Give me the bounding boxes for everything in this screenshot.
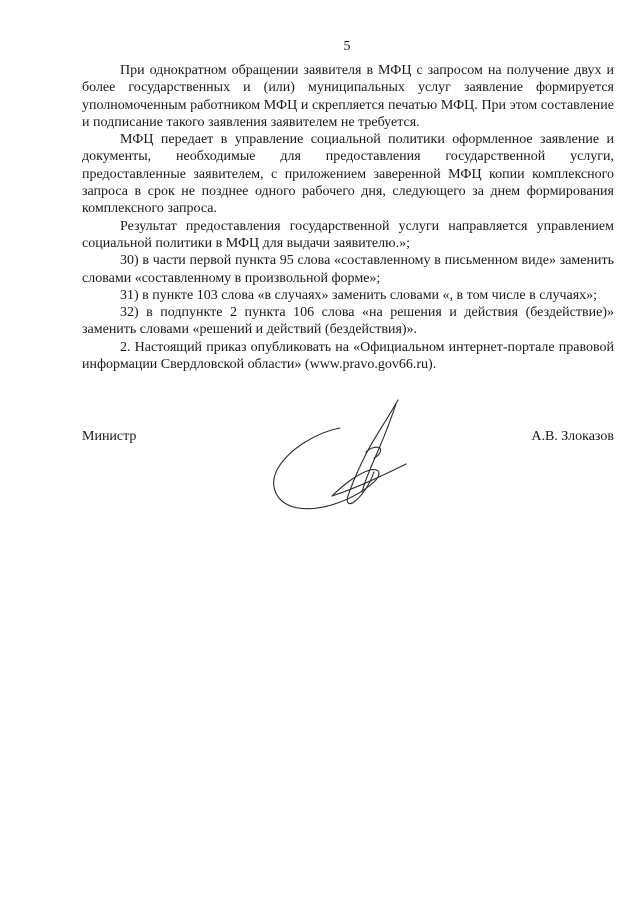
handwritten-signature (270, 398, 415, 516)
paragraph-mfc-transfer: МФЦ передает в управление социальной политики оформленное заявление и документы, необходимые для предоставления государственной услуги, предоставленные заявителем, с приложением заверенной МФЦ копии комплексного запроса в срок не позднее одного рабочего дня, следующего за днем формирования комплексного запроса. (82, 132, 614, 217)
signature-stroke-tail (332, 464, 406, 496)
paragraph-item-32: 32) в подпункте 2 пункта 106 слова «на решения и действия (бездействие)» заменить словами «решений и действий (бездействия)». (82, 305, 614, 338)
page-number: 5 (343, 39, 351, 54)
document-body (82, 62, 614, 373)
signature-stroke-main (347, 400, 398, 504)
signature-stroke-loop (274, 428, 379, 509)
paragraph-mfc-single-request: При однократном обращении заявителя в МФЦ с запросом на получение двух и более государственных и (или) муниципальных услуг заявление формируется уполномоченным работником МФЦ и скрепляется печатью МФЦ. При этом составление и подписание такого заявления заявителем не требуется. (82, 63, 614, 130)
signatory-name: А.В. Злоказов (531, 429, 614, 444)
signatory-position: Министр (82, 429, 137, 444)
paragraph-item-30: 30) в части первой пункта 95 слова «составленному в письменном виде» заменить словами «составленному в произвольной форме»; (82, 253, 614, 286)
paragraph-item-31: 31) в пункте 103 слова «в случаях» заменить словами «, в том числе в случаях»; (120, 287, 598, 303)
paragraph-result-delivery: Результат предоставления государственной услуги направляется управлением социальной политики в МФЦ для выдачи заявителю.»; (82, 218, 614, 251)
paragraph-publication: 2. Настоящий приказ опубликовать на «Официальном интернет-портале правовой информации Свердловской области» (www.pravo.gov66.ru). (82, 339, 614, 373)
